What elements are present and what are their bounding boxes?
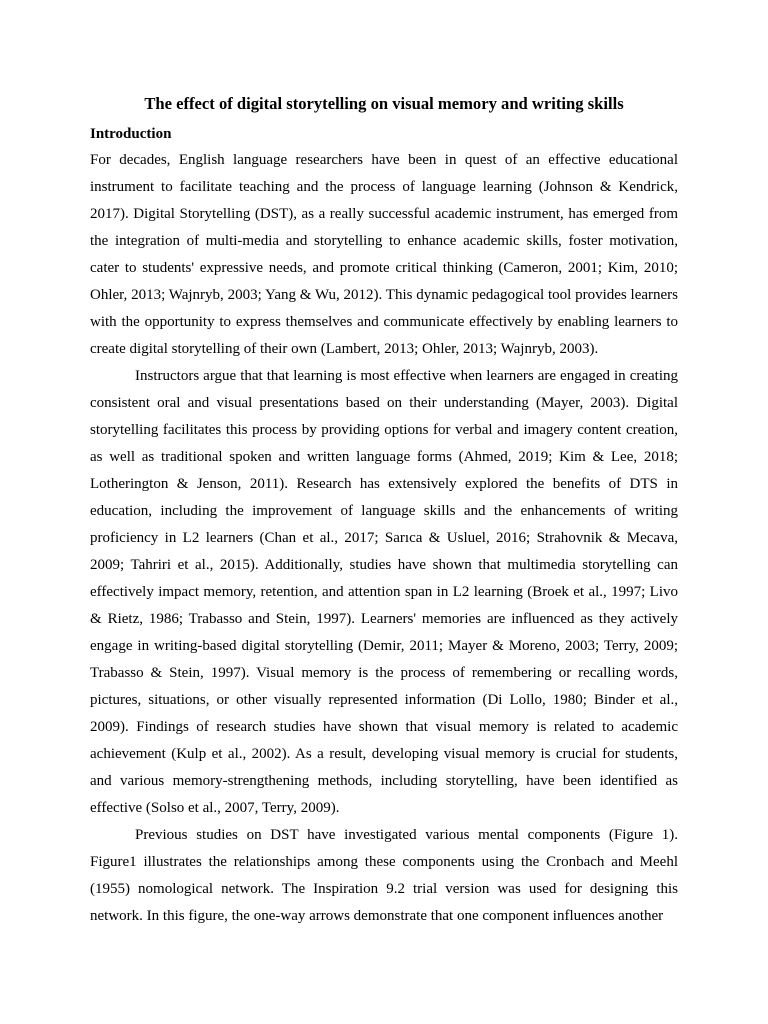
paragraph-3: Previous studies on DST have investigated various mental components (Figure 1). Figure1 illustrates the relationships among these components using the Cronbach and Meehl (1955) nomological network. The Inspiration 9.2 trial version was used for designing this network. In this figure, the one-way arrows demonstrate that one component influences another: [90, 827, 678, 924]
paragraph-1: For decades, English language researchers have been in quest of an effective educational instrument to facilitate teaching and the process of language learning (Johnson & Kendrick, 2017). Digital Storytelling (DST), as a really successful academic instrument, has emerged from the integration of multi-media and storytelling to enhance academic skills, foster motivation, cater to students' expressive needs, and promote critical thinking (Cameron, 2001; Kim, 2010; Ohler, 2013; Wajnryb, 2003; Yang & Wu, 2012). This dynamic pedagogical tool provides learners with the opportunity to express themselves and communicate effectively by enabling learners to create digital storytelling of their own (Lambert, 2013; Ohler, 2013; Wajnryb, 2003).: [90, 152, 678, 357]
paper-title: The effect of digital storytelling on visual memory and writing skills: [144, 94, 624, 113]
paragraph-2: Instructors argue that that learning is most effective when learners are engaged in creating consistent oral and visual presentations based on their understanding (Mayer, 2003). Digital storytelling facilitates this process by providing options for verbal and imagery content creation, as well as traditional spoken and written language forms (Ahmed, 2019; Kim & Lee, 2018; Lotherington & Jenson, 2011). Research has extensively explored the benefits of DTS in education, including the improvement of language skills and the enhancements of writing proficiency in L2 learners (Chan et al., 2017; Sarıca & Usluel, 2016; Strahovnik & Mecava, 2009; Tahriri et al., 2015). Additionally, studies have shown that multimedia storytelling can effectively impact memory, retention, and attention span in L2 learning (Broek et al., 1997; Livo & Rietz, 1986; Trabasso and Stein, 1997). Learners' memories are influenced as they actively engage in writing-based digital storytelling (Demir, 2011; Mayer & Moreno, 2003; Terry, 2009; Trabasso & Stein, 1997). Visual memory is the process of remembering or recalling words, pictures, situations, or other visually represented information (Di Lollo, 1980; Binder et al., 2009). Findings of research studies have shown that visual memory is related to academic achievement (Kulp et al., 2002). As a result, developing visual memory is crucial for students, and various memory-strengthening methods, including storytelling, have been identified as effective (Solso et al., 2007, Terry, 2009).: [90, 368, 678, 816]
section-heading-introduction: Introduction: [90, 126, 172, 142]
body-text: [90, 147, 678, 930]
